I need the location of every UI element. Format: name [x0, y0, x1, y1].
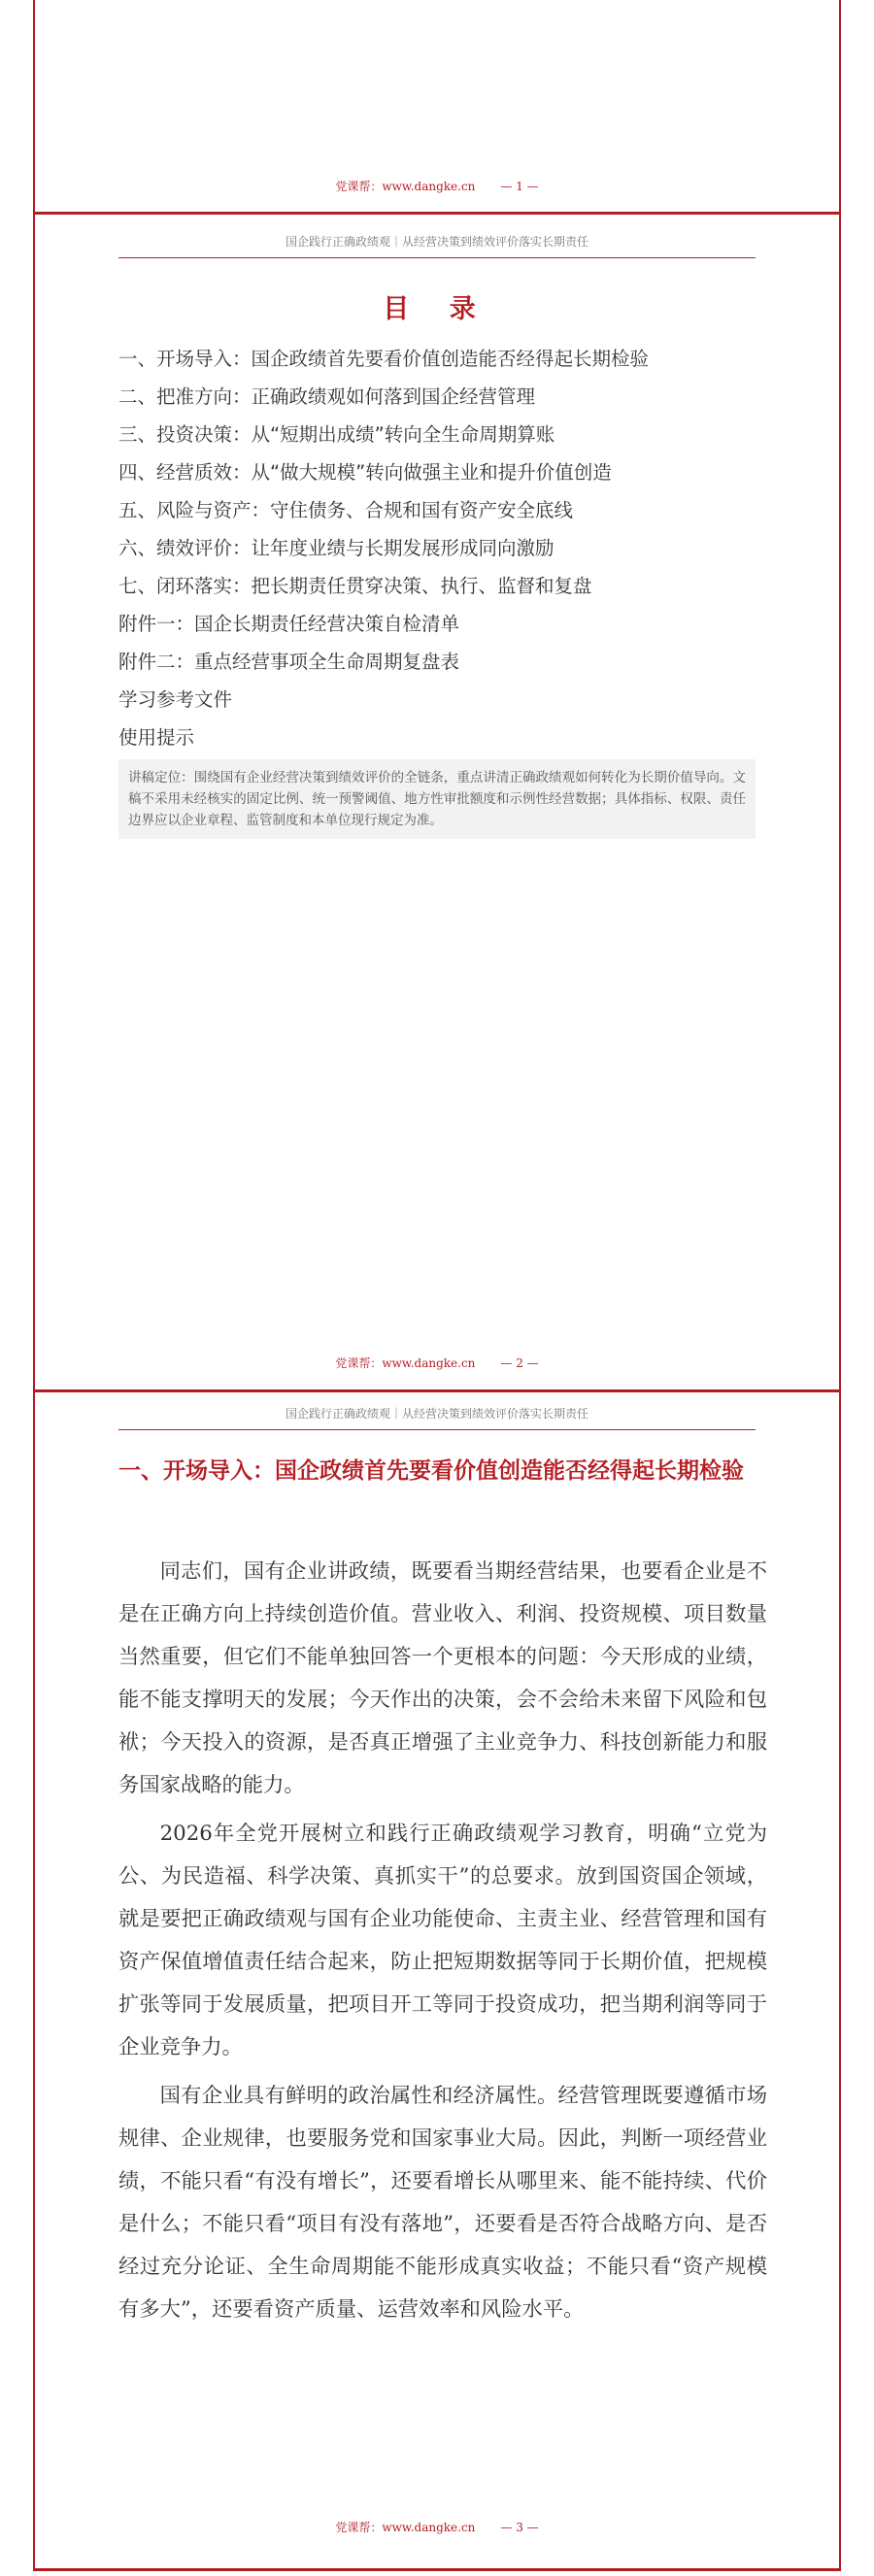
footer-site-link[interactable]: 党课帮：www.dangke.cn	[335, 2521, 476, 2534]
page-number: — 2 —	[500, 1356, 539, 1370]
toc-item[interactable]: 一、开场导入：国企政绩首先要看价值创造能否经得起长期检验	[118, 348, 650, 370]
running-header-2: 国企践行正确政绩观｜从经营决策到绩效评价落实长期责任	[118, 233, 756, 258]
toc-item[interactable]: 三、投资决策：从“短期出成绩”转向全生命周期算账	[118, 423, 555, 446]
running-header-3: 国企践行正确政绩观｜从经营决策到绩效评价落实长期责任	[118, 1405, 756, 1430]
footer-site-link[interactable]: 党课帮：www.dangke.cn	[335, 1356, 476, 1370]
footer-site-link[interactable]: 党课帮：www.dangke.cn	[335, 180, 476, 193]
toc-item[interactable]: 附件二：重点经营事项全生命周期复盘表	[118, 651, 460, 673]
page-footer-1	[0, 178, 874, 194]
body-paragraph: 同志们，国有企业讲政绩，既要看当期经营结果，也要看企业是不是在正确方向上持续创造价值。营业收入、利润、投资规模、项目数量当然重要，但它们不能单独回答一个更根本的问题：今天形成的业绩，能不能支撑明天的发展；今天作出的决策，会不会给未来留下风险和包袱；今天投入的资源，是否真正增强了主业竞争力、科技创新能力和服务国家战略的能力。	[118, 1559, 767, 1797]
section-body	[118, 1551, 767, 2337]
toc-item[interactable]: 七、闭环落实：把长期责任贯穿决策、执行、监督和复盘	[118, 575, 592, 597]
page-number: — 1 —	[500, 180, 539, 193]
toc-item[interactable]: 二、把准方向：正确政绩观如何落到国企经营管理	[118, 385, 536, 408]
toc-item[interactable]: 五、风险与资产：守住债务、合规和国有资产安全底线	[118, 499, 574, 521]
toc-title: 目 录	[383, 294, 491, 324]
body-paragraph: 2026年全党开展树立和践行正确政绩观学习教育，明确“立党为公、为民造福、科学决策、真抓实干”的总要求。放到国资国企领域，就是要把正确政绩观与国有企业功能使命、主责主业、经营管理和国有资产保值增值责任结合起来，防止把短期数据等同于长期价值，把规模扩张等同于发展质量，把项目开工等同于投资成功，把当期利润等同于企业竞争力。	[118, 1822, 767, 2059]
toc-item[interactable]: 四、经营质效：从“做大规模”转向做强主业和提升价值创造	[118, 461, 612, 484]
positioning-note: 讲稿定位：围绕国有企业经营决策到绩效评价的全链条，重点讲清正确政绩观如何转化为长期价值导向。文稿不采用未经核实的固定比例、统一预警阈值、地方性审批额度和示例性经营数据；具体指标、权限、责任边界应以企业章程、监管制度和本单位现行规定为准。	[118, 759, 756, 839]
toc-list	[118, 340, 759, 756]
section-heading: 一、开场导入：国企政绩首先要看价值创造能否经得起长期检验	[118, 1458, 744, 1484]
toc-item[interactable]: 学习参考文件	[118, 688, 233, 711]
toc-item[interactable]: 使用提示	[118, 726, 195, 749]
body-paragraph: 国有企业具有鲜明的政治属性和经济属性。经营管理既要遵循市场规律、企业规律，也要服务党和国家事业大局。因此，判断一项经营业绩，不能只看“有没有增长”，还要看增长从哪里来、能不能持续、代价是什么；不能只看“项目有没有落地”，还要看是否符合战略方向、是否经过充分论证、全生命周期能不能形成真实收益；不能只看“资产规模有多大”，还要看资产质量、运营效率和风险水平。	[118, 2084, 767, 2322]
toc-item[interactable]: 六、绩效评价：让年度业绩与长期发展形成同向激励	[118, 537, 555, 559]
toc-item[interactable]: 附件一：国企长期责任经营决策自检清单	[118, 613, 460, 635]
page-number: — 3 —	[500, 2521, 539, 2534]
page-footer-3	[0, 2519, 874, 2535]
page-separator-3	[33, 2568, 841, 2571]
page-footer-2	[0, 1355, 874, 1371]
